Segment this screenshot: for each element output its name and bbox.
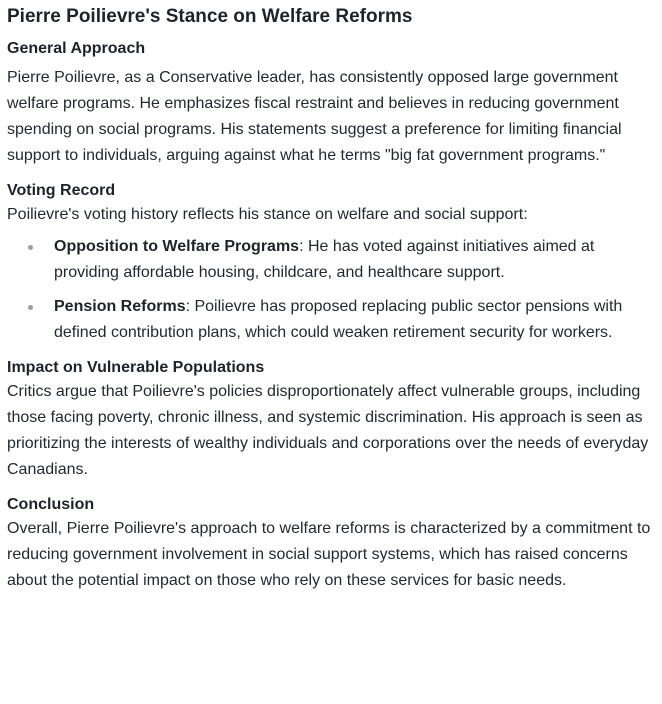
section-general-approach bbox=[7, 38, 654, 169]
bullet-icon bbox=[28, 245, 33, 250]
list-item-term: Opposition to Welfare Programs bbox=[54, 238, 300, 255]
section-voting-record bbox=[7, 180, 654, 346]
list-item bbox=[7, 234, 654, 286]
bullet-icon bbox=[28, 305, 33, 310]
section-body-general-approach: Pierre Poilievre, as a Conservative leader, has consistently opposed large government welfare programs. He emphasizes fiscal restraint and believes in reducing government spending on social programs. His statements suggest a preference for limiting financial support to individuals, arguing against what he terms "big fat government programs." bbox=[7, 69, 622, 164]
section-heading-conclusion: Conclusion bbox=[7, 496, 95, 513]
voting-record-list bbox=[7, 234, 654, 346]
list-item-text: : He has voted against initiatives aimed at providing affordable housing, childcare, and healthcare support. bbox=[54, 238, 595, 281]
page-title: Pierre Poilievre's Stance on Welfare Reforms bbox=[7, 6, 413, 27]
list-item bbox=[7, 294, 654, 346]
section-heading-impact: Impact on Vulnerable Populations bbox=[7, 359, 265, 376]
section-conclusion bbox=[7, 494, 654, 594]
section-body-impact: Critics argue that Poilievre's policies disproportionately affect vulnerable groups, including those facing poverty, chronic illness, and systemic discrimination. His approach is seen as prioritizing the interests of wealthy individuals and corporations over the needs of everyday Canadians. bbox=[7, 383, 649, 478]
section-heading-voting-record: Voting Record bbox=[7, 182, 116, 199]
section-intro-voting-record: Poilievre's voting history reflects his stance on welfare and social support: bbox=[7, 206, 528, 223]
list-item-text: : Poilievre has proposed replacing public sector pensions with defined contribution plans, which could weaken retirement security for workers. bbox=[54, 298, 623, 341]
section-heading-general-approach: General Approach bbox=[7, 40, 146, 57]
section-impact bbox=[7, 357, 654, 483]
list-item-term: Pension Reforms bbox=[54, 298, 186, 315]
section-body-conclusion: Overall, Pierre Poilievre's approach to welfare reforms is characterized by a commitment to reducing government involvement in social support systems, which has raised concerns about the potential impact on those who rely on these services for basic needs. bbox=[7, 520, 651, 589]
